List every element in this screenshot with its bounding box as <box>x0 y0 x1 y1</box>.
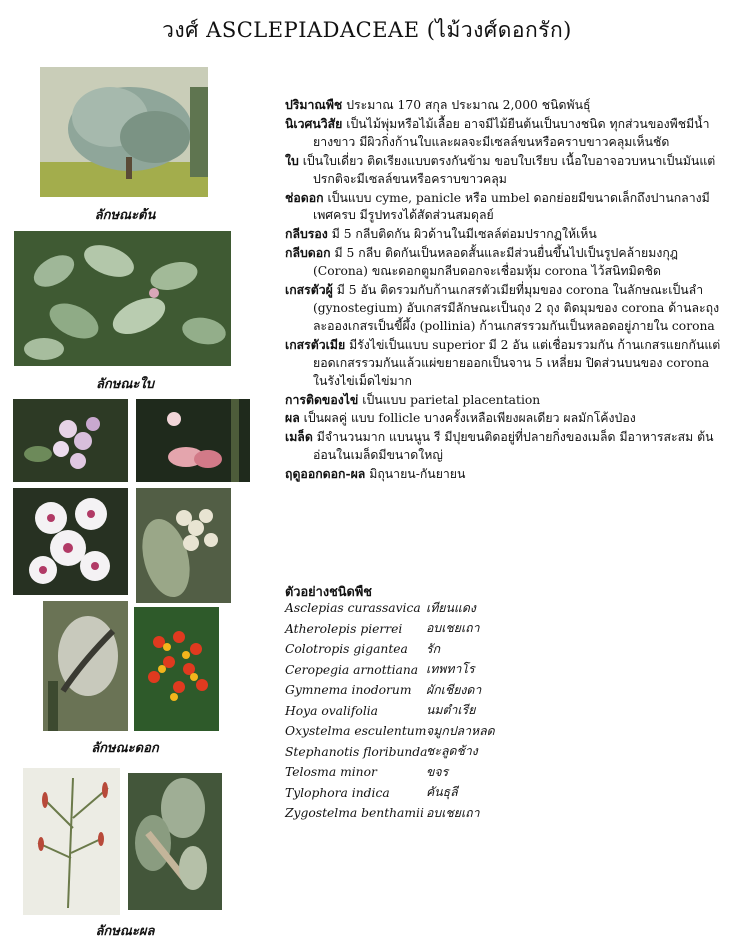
species-row: Tylophora indica คันธุลี <box>285 785 458 800</box>
species-row: Gymnema inodorum ผักเชียงดา <box>285 682 482 698</box>
desc-sepal: กลีบรอง มี 5 กลีบติดกัน ผิวด้านในมีเซลล์ต่อมปรากฏให้เห็น <box>285 226 597 242</box>
desc-habit: นิเวศนวิสัย เป็นไม้พุ่มหรือไม้เลื้อย อาจมีไม้ยืนต้นเป็นบางชนิด ทุกส่วนของพืชมีน้ำยางขาว มีผิวกิ่งก้านใบและผลจะมีเซลล์ขนหรือคราบขาวคลุมเห็นชัด <box>285 115 710 149</box>
desc-pistil: เกสรตัวเมีย มีรังไข่เป็นแบบ superior มี 2 อัน แต่เชื่อมรวมกัน ก้านเกสรแยกกันแต่ยอดเกสรรวมกันแล้วแผ่ขยายออกเป็นจาน 5 เหลี่ยม ปิดส่วนบนของ corona ในรังไข่เม็ดไข่มาก <box>285 336 721 388</box>
fruit-photo-1 <box>23 768 120 915</box>
desc-inflorescence: ช่อดอก เป็นแบบ cyme, panicle หรือ umbel ดอกย่อยมีขนาดเล็กถึงปานกลางมีเพศครบ มีรูปทรงได้สัดส่วนสมดุลย์ <box>285 189 710 223</box>
fruit-caption: ลักษณะผล <box>95 924 155 939</box>
species-row: Ceropegia arnottiana เทพทาโร <box>285 662 475 677</box>
species-list <box>285 598 495 824</box>
description-block <box>285 96 725 484</box>
leaf-photo <box>14 231 231 366</box>
flower-photo-4 <box>136 488 231 603</box>
desc-stamen: เกสรตัวผู้ มี 5 อัน ติดรวมกับก้านเกสรตัวเมียที่มุมของ corona ในลักษณะเป็นลำ (gynostegium) อับเกสรมีลักษณะเป็นถุง 2 ถุง ติดมุมของ corona ด้านละถุง ละอองเกสรเป็นขี้ผึ้ง (pollinia) ก้านเกสรรวมกันเป็นหลอดอยู่ภายใน corona <box>285 282 720 333</box>
desc-season: ฤดูออกดอก-ผล มิถุนายน-กันยายน <box>285 466 466 482</box>
page-title: วงศ์ ASCLEPIADACEAE (ไม้วงศ์ดอกรัก) <box>162 18 572 42</box>
species-row: Hoya ovalifolia นมตำเรีย <box>285 703 476 718</box>
desc-placentation: การติดของไข่ เป็นแบบ parietal placentation <box>285 391 541 407</box>
leaf-caption: ลักษณะใบ <box>95 377 155 392</box>
species-row: Oxystelma esculentum จมูกปลาหลด <box>285 723 495 739</box>
species-row: Atherolepis pierrei อบเชยเถา <box>285 621 480 636</box>
flower-caption: ลักษณะดอก <box>91 741 159 756</box>
desc-petal: กลีบดอก มี 5 กลีบ ติดกันเป็นหลอดสั้นและมีส่วนยื่นขึ้นไปเป็นรูปคล้ายมงกุฎ (Corona) ขณะดอกตูมกลีบดอกจะเชื่อมหุ้ม corona ไว้สนิทมิดชิด <box>285 245 679 279</box>
species-row: Colotropis gigantea รัก <box>285 641 441 657</box>
flower-photo-3 <box>13 488 128 595</box>
trunk-caption: ลักษณะต้น <box>94 208 156 223</box>
trunk-photo <box>40 67 208 197</box>
species-heading: ตัวอย่างชนิดพืช <box>285 585 372 600</box>
desc-seed: เมล็ด มีจำนวนมาก แบนนูน รี มีปุยขนติดอยู่ที่ปลายกิ่งของเมล็ด มีอาหารสะสม ต้นอ่อนในเมล็ดมีขนาดใหญ่ <box>285 429 714 463</box>
flower-photo-1 <box>13 399 128 482</box>
fruit-photo-2 <box>128 773 222 910</box>
flower-photo-5 <box>43 601 128 731</box>
species-row: Stephanotis floribunda ชะลูดช้าง <box>285 744 478 759</box>
desc-leaf: ใบ เป็นใบเดี่ยว ติดเรียงแบบตรงกันข้าม ขอบใบเรียบ เนื้อใบอาจอวบหนาเป็นมันแต่ปรกติจะมีเซลล์ขนหรือคราบขาวคลุม <box>285 152 716 186</box>
species-row: Asclepias curassavica เทียนแดง <box>285 600 476 616</box>
desc-quantity: ปริมาณพืช ประมาณ 170 สกุล ประมาณ 2,000 ชนิดพันธุ์ <box>285 97 591 112</box>
species-row: Zygostelma benthamii อบเชยเถา <box>285 805 480 821</box>
species-row: Telosma minor ขจร <box>285 764 449 780</box>
flower-photo-6 <box>134 607 219 731</box>
desc-fruit: ผล เป็นผลคู่ แบบ follicle บางครั้งเหลือเพียงผลเดียว ผลมักโค้งป่อง <box>285 410 636 426</box>
flower-photo-2 <box>136 399 250 482</box>
